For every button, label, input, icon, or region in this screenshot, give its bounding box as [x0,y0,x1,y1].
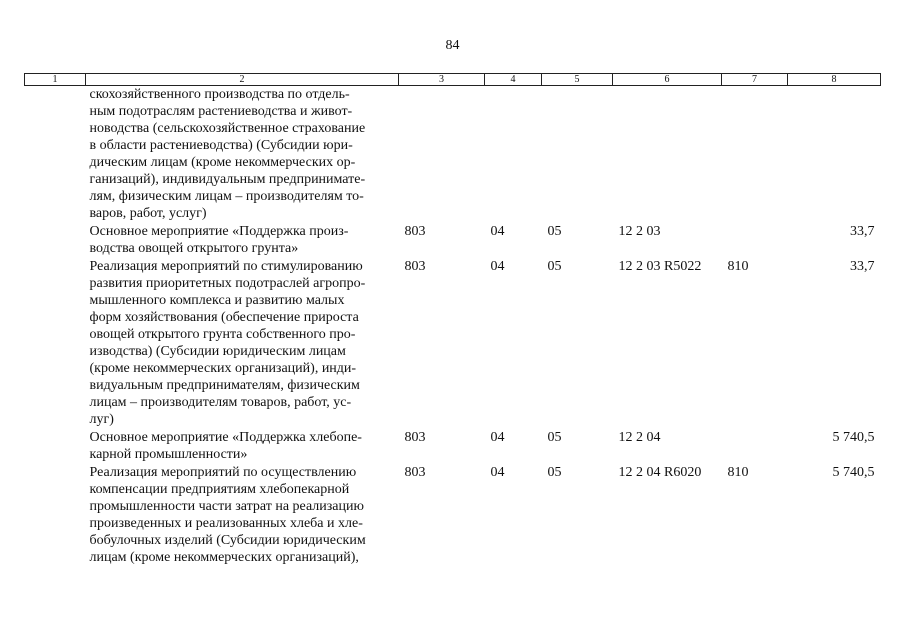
description-line: Реализация мероприятий по осуществлению [89,465,357,480]
table-row [25,258,881,429]
description-line: карной промышленности» [89,447,248,462]
description-line: видуальным предпринимателям, физическим [89,378,360,393]
description-line: скохозяйственного производства по отдель- [89,87,350,102]
description-line: в области растениеводства) (Субсидии юри- [89,138,353,153]
subsection-code-cell [542,86,613,224]
amount-cell: 5 740,5 [832,430,875,445]
description-line: Реализация мероприятий по стимулированию [89,259,363,274]
description-line: Основное мероприятие «Поддержка хлебопе- [89,430,362,445]
column-header-5: 5 [542,74,613,86]
subsection-code-cell: 05 [547,430,562,445]
row-number-cell [25,223,86,258]
amount-cell [788,86,881,224]
description-line: форм хозяйствования (обеспечение прироста [89,310,359,325]
description-line: произведенных и реализованных хлеба и хле- [89,516,363,531]
expense-type-cell: 810 [727,259,749,274]
description-line: луг) [89,412,114,427]
column-header-8: 8 [788,74,881,86]
description-line: варов, работ, услуг) [89,206,207,221]
description-line: овощей открытого грунта собственного про- [89,327,356,342]
section-code-cell: 04 [490,224,505,239]
row-number-cell [25,464,86,567]
table-body [25,86,881,568]
section-code-cell [485,86,542,224]
section-code-cell: 04 [490,259,505,274]
expense-type-cell [722,86,788,224]
item-description-cell [86,464,399,567]
description-line: компенсации предприятиям хлебопекарной [89,482,350,497]
target-article-cell: 12 2 03 R5022 [618,259,702,274]
section-code-cell: 04 [490,465,505,480]
description-line: мышленного комплекса и развитию малых [89,293,345,308]
description-line: ганизаций), индивидуальным предпринимате- [89,172,366,187]
column-header-6: 6 [613,74,722,86]
budget-table [24,73,881,567]
table-row [25,429,881,464]
page-number: 84 [445,38,460,53]
ministry-code-cell: 803 [404,224,426,239]
expense-type-cell [722,223,788,258]
ministry-code-cell: 803 [404,259,426,274]
description-line: изводства) (Субсидии юридическим лицам [89,344,346,359]
ministry-code-cell: 803 [404,430,426,445]
column-header-7: 7 [722,74,788,86]
subsection-code-cell: 05 [547,224,562,239]
amount-cell: 33,7 [850,259,875,274]
expense-type-cell [722,429,788,464]
description-line: ным подотраслям растениеводства и живот- [89,104,353,119]
column-header-4: 4 [485,74,542,86]
section-code-cell: 04 [490,430,505,445]
description-line: новодства (сельскохозяйственное страхование [89,121,366,136]
subsection-code-cell: 05 [547,259,562,274]
description-line: лям, физическим лицам – производителям то- [89,189,364,204]
description-line: дическим лицам (кроме некоммерческих ор- [89,155,356,170]
amount-cell: 33,7 [850,224,875,239]
description-line: лицам – производителям товаров, работ, ус- [89,395,352,410]
table-row [25,223,881,258]
description-line: водства овощей открытого грунта» [89,241,299,256]
target-article-cell: 12 2 04 [618,430,661,445]
column-header-2: 2 [86,74,399,86]
table-row [25,86,881,224]
row-number-cell [25,258,86,429]
table-header [25,74,881,86]
ministry-code-cell: 803 [404,465,426,480]
item-description-cell [86,223,399,258]
expense-type-cell: 810 [727,465,749,480]
row-number-cell [25,429,86,464]
description-line: (кроме некоммерческих организаций), инди- [89,361,357,376]
item-description-cell [86,86,399,224]
item-description-cell [86,429,399,464]
column-header-3: 3 [399,74,485,86]
column-header-1: 1 [25,74,86,86]
amount-cell: 5 740,5 [832,465,875,480]
target-article-cell [613,86,722,224]
description-line: развития приоритетных подотраслей агропро- [89,276,366,291]
item-description-cell [86,258,399,429]
description-line: лицам (кроме некоммерческих организаций), [89,550,359,565]
target-article-cell: 12 2 03 [618,224,661,239]
description-line: промышленности части затрат на реализацию [89,499,364,514]
target-article-cell: 12 2 04 R6020 [618,465,702,480]
description-line: Основное мероприятие «Поддержка произ- [89,224,349,239]
row-number-cell [25,86,86,224]
ministry-code-cell [399,86,485,224]
table-row [25,464,881,567]
description-line: бобулочных изделий (Субсидии юридическим [89,533,366,548]
subsection-code-cell: 05 [547,465,562,480]
